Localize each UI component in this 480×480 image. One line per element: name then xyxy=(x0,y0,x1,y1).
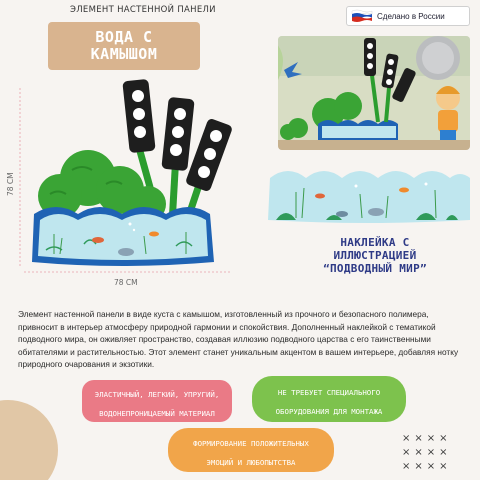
feature-installation-line-2: ОБОРУДОВАНИЯ ДЛЯ МОНТАЖА xyxy=(275,407,383,416)
sticker-title-line-3: “ПОДВОДНЫЙ МИР” xyxy=(323,262,427,275)
title-line-2: КАМЫШОМ xyxy=(90,45,158,63)
feature-emotions-line-2: ЭМОЦИЙ И ЛЮБОПЫТСТВА xyxy=(206,458,296,467)
product-description: Элемент настенной панели в виде куста с камышом, изготовленный из прочного и безопасного полимера, привносит в интерьер атмосферу природной гармонии и спокойствия. Дополненный наклейкой с тематикой подводного мира, он оживляет пространство, создавая иллюзию подводного царства с его таинственными обитателями и растительностью. Этот элемент станет уникальным акцентом в вашем интерьере, добавляя нотку природного очарования и экзотики. xyxy=(18,309,459,369)
reed-head-3 xyxy=(185,118,233,193)
decorative-circle xyxy=(0,400,58,480)
feature-material xyxy=(82,380,232,422)
sticker-title-line-1: НАКЛЕЙКА С xyxy=(340,236,410,249)
sticker-title xyxy=(290,236,460,275)
width-dimension: 78 СМ xyxy=(114,278,138,287)
feature-material-line-2: ВОДОНЕПРОНИЦАЕМЫЙ МАТЕРИАЛ xyxy=(99,409,215,418)
feature-emotions-line-1: ФОРМИРОВАНИЕ ПОЛОЖИТЕЛЬНЫХ xyxy=(193,439,309,448)
feature-emotions xyxy=(168,428,334,472)
feature-installation-line-1: НЕ ТРЕБУЕТ СПЕЦИАЛЬНОГО xyxy=(277,388,381,397)
reed-head-2 xyxy=(161,97,194,171)
product-caption: ЭЛЕМЕНТ НАСТЕННОЙ ПАНЕЛИ xyxy=(70,5,216,15)
feature-installation xyxy=(252,376,406,422)
product-illustration xyxy=(26,74,236,270)
feature-material-line-1: ЭЛАСТИЧНЫЙ, ЛЕГКИЙ, УПРУГИЙ, xyxy=(94,390,220,399)
made-in-russia-badge xyxy=(346,6,470,26)
badge-text: Сделано в России xyxy=(377,11,445,21)
water-frame xyxy=(32,207,214,266)
underwater-sticker xyxy=(266,164,472,224)
russia-flag-icon xyxy=(351,9,373,23)
sticker-title-line-2: ИЛЛЮСТРАЦИЕЙ xyxy=(333,249,417,262)
height-dimension: 78 СМ xyxy=(6,172,15,196)
installation-photo xyxy=(278,36,470,150)
decorative-crosses: ×××× ×××× ×××× xyxy=(402,433,452,472)
title-line-1: ВОДА С xyxy=(95,28,153,46)
reed-head-1 xyxy=(122,79,155,153)
